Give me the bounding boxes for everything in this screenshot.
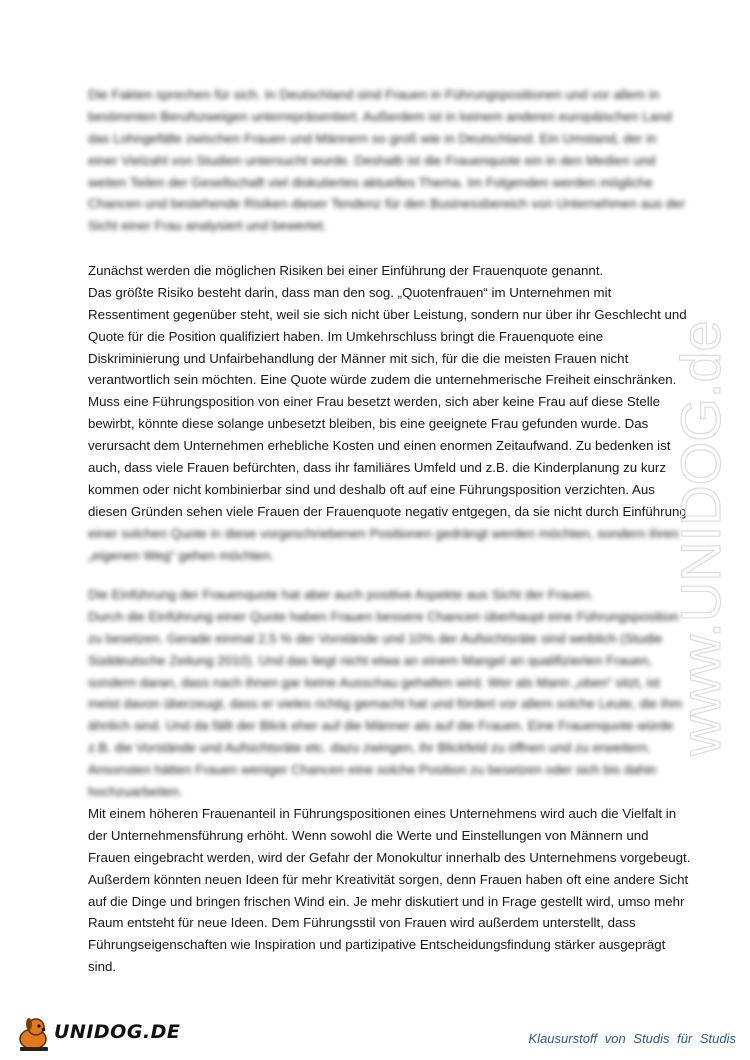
text-line: z.B. die Vorstände und Aufsichtsräte etc. dazu zwingen, ihr Blickfeld zu öffnen und zu erweitern.	[88, 740, 651, 756]
text-line: sondern daran, dass nach ihnen gar keine Ausschau gehalten wird. Wer als Mann „oben“ sitzt, ist	[88, 674, 660, 690]
paragraph-blurred-intro	[88, 84, 686, 237]
text-line: der Unternehmensführung erhöht. Wenn sowohl die Werte und Einstellungen von Männern und	[88, 827, 649, 843]
paragraph-risks	[88, 260, 687, 566]
text-line: meist davon überzeugt, dass er vieles richtig gemacht hat und fördert vor allem solche Leute, die ihm	[88, 696, 683, 712]
text-line: Das größte Risiko besteht darin, dass man den sog. „Quotenfrauen“ im Unternehmen mit	[88, 284, 612, 300]
text-line: Süddeutsche Zeitung 2010). Und das liegt nicht etwa an einem Mangel an qualifizierten Frauen,	[88, 652, 652, 668]
text-line: Außerdem könnten neuen Ideen für mehr Kreativität sorgen, denn Frauen haben oft eine andere Sicht	[88, 871, 689, 887]
text-line: Ansonsten hätten Frauen weniger Chancen eine solche Position zu besetzen oder sich bis dahin	[88, 762, 657, 778]
text-line: verursacht dem Unternehmen erhebliche Kosten und einen enormen Zeitaufwand. Zu bedenken ist	[88, 438, 671, 454]
text-line: Diskriminierung und Unfairbehandlung der Männer mit sich, für die die meisten Frauen nicht	[88, 350, 629, 366]
text-line: einer Vielzahl von Studien untersucht wurde. Deshalb ist die Frauenquote ein in den Medien und	[88, 152, 656, 168]
text-line: Chancen und bestehende Risiken dieser Tendenz für den Businessbereich von Unternehmen aus der	[88, 196, 686, 212]
text-line: Durch die Einführung einer Quote haben Frauen bessere Chancen überhaupt eine Führungsposition	[88, 608, 679, 624]
text-line: ähnlich sind. Und da fällt der Blick eher auf die Männer als auf die Frauen. Eine Frauenquote würde	[88, 718, 674, 734]
text-line: Ressentiment gegenüber steht, weil sie sich nicht über Leistung, sondern nur über ihr Geschlecht und	[88, 306, 687, 322]
text-line: auf die Dinge und bringen frischen Wind ein. Je mehr diskutiert und in Frage gestellt wird, umso mehr	[88, 893, 685, 909]
text-line: „eigenen Weg“ gehen möchten.	[88, 547, 275, 563]
text-line: Zunächst werden die möglichen Risiken bei einer Einführung der Frauenquote genannt.	[88, 263, 604, 278]
paragraph-diversity	[88, 803, 691, 978]
text-line: weiten Teilen der Gesellschaft viel diskutiertes aktuelles Thema. Im Folgenden werden mögliche	[88, 174, 653, 190]
footer-tagline: Klausurstoff von Studis für Studis	[528, 1031, 736, 1046]
text-line: Mit einem höheren Frauenanteil in Führungspositionen eines Unternehmens wird auch die Vielfalt in	[88, 806, 677, 821]
watermark-text: www.UNIDOG.de	[669, 320, 732, 756]
text-line: diesen Gründen sehen viele Frauen der Frauenquote negativ entgegen, da sie nicht durch Einführung	[88, 503, 687, 519]
text-line: hochzuarbeiten.	[88, 784, 183, 800]
text-line: Die Einführung der Frauenquote hat aber auch positive Aspekte aus Sicht der Frauen.	[88, 587, 594, 602]
text-line: zu besetzen. Gerade einmal 2,5 % der Vorstände und 10% der Aufsichtsräte sind weiblich (Studie	[88, 630, 663, 646]
logo-text: UNIDOG.DE	[54, 1021, 181, 1043]
text-line: Frauen eingebracht werden, wird der Gefahr der Monokultur innerhalb des Unternehmens vorgebeugt.	[88, 849, 691, 865]
unidog-logo[interactable]	[14, 1013, 184, 1053]
text-line: bewirbt, könnte diese solange unbesetzt bleiben, bis eine geeignete Frau gefunden wurde. Das	[88, 416, 649, 432]
text-line: sind.	[88, 959, 117, 975]
text-line: Quote für die Position qualifiziert haben. Im Umkehrschluss bringt die Frauenquote eine	[88, 328, 604, 344]
text-line: Die Fakten sprechen für sich. In Deutschland sind Frauen in Führungspositionen und vor allem in	[88, 87, 660, 102]
paragraph-blurred-chances	[88, 584, 683, 803]
text-line: kommen oder nicht kombinierbar sind und deshalb oft auf eine Führungsposition verzichten. Aus	[88, 481, 655, 497]
text-line: das Lohngefälle zwischen Frauen und Männern so groß wie in Deutschland. Ein Umstand, der in	[88, 130, 657, 146]
text-line: Führungseigenschaften wie Inspiration und partizipative Entscheidungsfindung stärker ausgeprägt	[88, 937, 666, 953]
text-line: Raum entsteht für neue Ideen. Dem Führungsstil von Frauen wird außerdem unterstellt, dass	[88, 915, 636, 931]
text-line: Sicht einer Frau analysiert und bewertet.	[88, 218, 327, 234]
dog-mascot-icon	[14, 1013, 54, 1053]
text-line: einer solchen Quote in diese vorgeschriebenen Positionen gedrängt werden möchten, sondern ihren	[88, 525, 679, 541]
text-line: bestimmten Berufszweigen unterrepräsentiert. Außerdem ist in keinem anderen europäischen Land	[88, 108, 672, 124]
text-line: auch, dass viele Frauen befürchten, dass ihr familiäres Umfeld und z.B. die Kinderplanung zu kurz	[88, 460, 666, 476]
text-line: Muss eine Führungsposition von einer Frau besetzt werden, sich aber keine Frau auf diese Stelle	[88, 394, 661, 410]
text-line: verantwortlich sein möchten. Eine Quote würde zudem die unternehmerische Freiheit einschränken.	[88, 372, 677, 388]
